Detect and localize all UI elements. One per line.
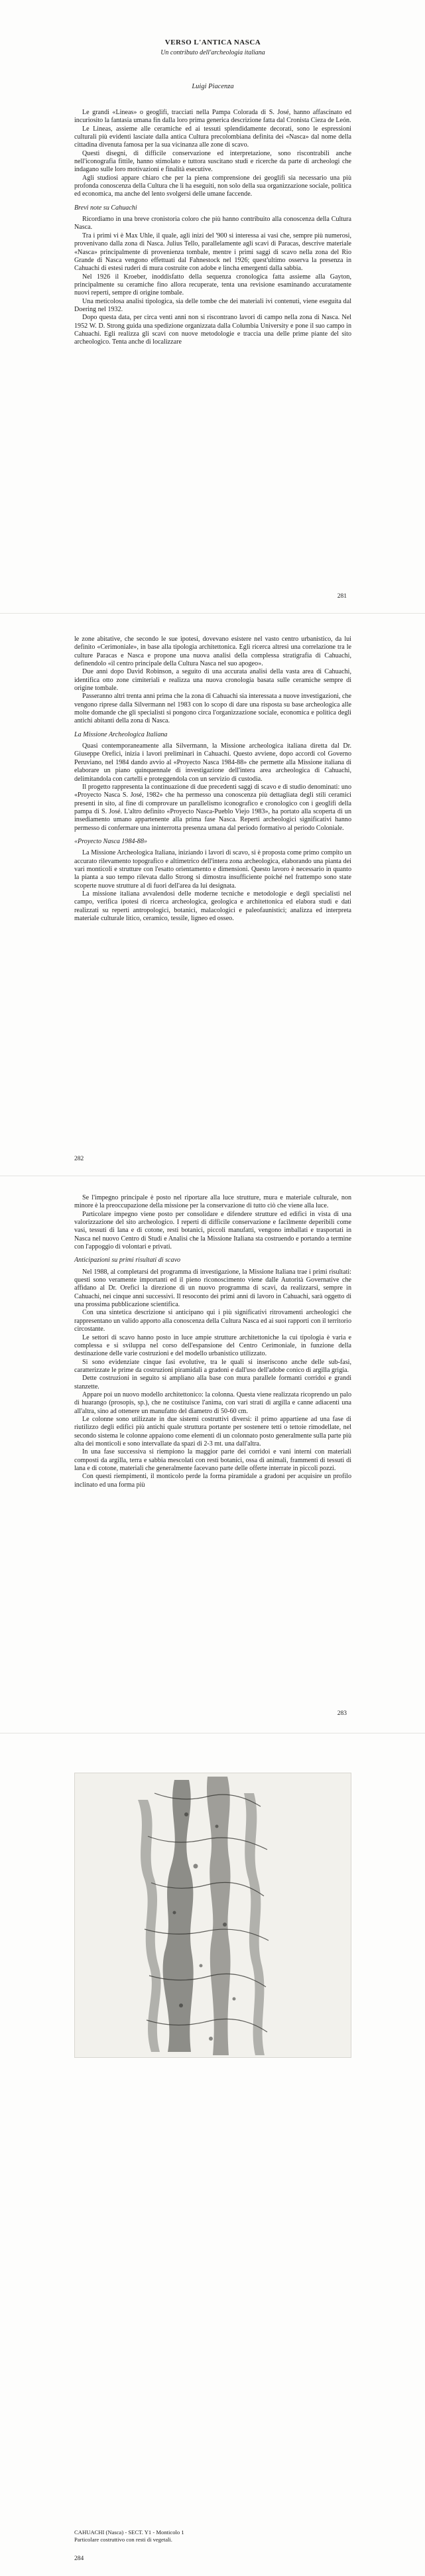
paragraph: Il progetto rappresenta la continuazione di due precedenti saggi di scavo e di studio denominati: uno «Proyecto Nasca S. José, 1982» che ha permesso una conoscenza più dettagliata degli stili ceramici presenti in sito, al fine di comprovare un parallelismo iconografico e cronologico con i geoglifi della pampa di S. José. L'altro definito «Proyecto Nasca-Pueblo Viejo 1983», ha portato alla scoperta di un insediamento umano appartenente alla prima fase Nasca. Reperti archeologici significativi hanno permesso di confermare una ininterrotta presenza umana dal periodo formativo al periodo Coloniale. bbox=[74, 783, 351, 832]
paragraph: Una meticolosa analisi tipologica, sia delle tombe che dei materiali ivi contenuti, viene eseguita dal Doering nel 1932. bbox=[74, 297, 351, 313]
figure-photo bbox=[74, 1773, 351, 2058]
paragraph: Le settori di scavo hanno posto in luce ampie strutture architettoniche la cui tipologia è varia e complessa e si sviluppa nel corso dell'espansione del Centro Cerimoniale, in funzione della destinazione delle varie costruzioni e del modello urbanistico utilizzato. bbox=[74, 1333, 351, 1358]
page-282 bbox=[0, 636, 425, 923]
article-subtitle: Un contributo dell'archeologia italiana bbox=[160, 49, 265, 56]
paragraph: Due anni dopo David Robinson, a seguito di una accurata analisi della vasta area di Cahuachi, identifica otto zone cimiteriali e realizza una nuova cronologia basata sulle ceramiche sempre di origine tombale. bbox=[74, 668, 351, 693]
article-author: Luigi Piacenza bbox=[192, 83, 234, 90]
paragraph: Le grandi «Lineas» o geoglifi, tracciati nella Pampa Colorada di S. José, hanno affascinato ed incuriosito la fantasia umana fin dalla loro prima generica descrizione fatta dal Cronista Cieza de León. bbox=[74, 109, 351, 125]
paragraph: Con questi riempimenti, il monticolo perde la forma piramidale a gradoni per acquisire un profilo inclinato ed una forma più bbox=[74, 1473, 351, 1489]
article-title: VERSO L'ANTICA NASCA bbox=[164, 38, 261, 46]
page-number: 284 bbox=[74, 2555, 84, 2562]
section-heading: Anticipazioni su primi risultati di scavo bbox=[74, 1256, 181, 1264]
section-heading: «Proyecto Nasca 1984-88» bbox=[74, 837, 148, 845]
page-281 bbox=[0, 38, 425, 347]
figure-caption bbox=[74, 2529, 351, 2543]
paragraph: Quasi contemporaneamente alla Silvermann, la Missione archeologica italiana diretta dal Dr. Giuseppe Orefici, inizia i lavori preliminari in Cahuachi. Questo avviene, dopo accordi col Governo Peruviano, nel 1984 dando avvio al «Proyecto Nasca 1984-88» che permette alla Missione italiana di elaborare un piano quinquennale di investigazione dell'intera area archeologica di Cahuachi, delimitandola con cartelli e proteggendola con un servizio di custodia. bbox=[74, 742, 351, 783]
section-heading: Brevi note su Cahuachi bbox=[74, 204, 137, 212]
caption-text: Particolare costruttivo con resti di vegetali. bbox=[74, 2536, 172, 2543]
paragraph: Ricordiamo in una breve cronistoria coloro che più hanno contribuito alla conoscenza della Cultura Nasca. bbox=[74, 216, 351, 232]
excavation-photo-illustration bbox=[75, 1773, 351, 2058]
paragraph: Se l'impegno principale è posto nel riportare alla luce strutture, mura e materiale culturale, non minore è la preoccupazione della missione per la conservazione di tutto ciò che viene alla luce. bbox=[74, 1194, 351, 1210]
page-number: 281 bbox=[337, 593, 347, 600]
paragraph: Si sono evidenziate cinque fasi evolutive, tra le quali si inseriscono anche delle sub-fasi, caratterizzate le prime da costruzioni piramidali a gradoni e dall'uso dell'adobe conico di argilla grigia. bbox=[74, 1358, 351, 1374]
paragraph: Le colonne sono utilizzate in due sistemi costruttivi diversi: il primo appartiene ad una fase di riutilizzo degli edifici più antichi quale struttura portante per sostenere tetti o tettoie rimodellate, nel secondo sistema le colonne appaiono come elementi di un colonnato posto generalmente sulla parte più alta dei monticoli e sono intervallate da spazi di 2-3 mt. una dall'altra. bbox=[74, 1415, 351, 1448]
paragraph: In una fase successiva si riempiono la maggior parte dei corridoi e vani interni con materiali composti da argilla, terra e sabbia mescolati con resti botanici, ossa di animali, frammenti di tessuti di lana e di cotone, materiali che generalmente facevano parte delle offerte interrate in piccoli pozzi. bbox=[74, 1448, 351, 1472]
caption-title: CAHUACHI (Nasca) - SECT. Y1 - Monticolo 1 bbox=[74, 2529, 184, 2536]
section-heading: La Missione Archeologica Italiana bbox=[74, 730, 168, 738]
paragraph: Appare poi un nuovo modello architettonico: la colonna. Questa viene realizzata ricoprendo un palo di huarango (prosopis, sp.), che ne costituisce l'anima, con vari strati di argilla e canne adiacenti una all'altra, sino ad ottenere un manufatto del diametro di 50-60 cm. bbox=[74, 1390, 351, 1415]
paragraph: Questi disegni, di difficile conservazione ed interpretazione, sono riscontrabili anche nell'iconografia fittile, hanno stimolato e tuttora suscitano studi e ricerche da parte di archeologi che indagano sulle loro motivazioni e finalità esecutive. bbox=[74, 149, 351, 174]
page-number: 282 bbox=[74, 1156, 84, 1162]
paragraph: Particolare impegno viene posto per consolidare e difendere strutture ed edifici in vista di una valorizzazione del sito archeologico. I reperti di difficile conservazione e facilmente deperibili come vasi, tessuti di lana e di cotone, resti botanici, piccoli manufatti, vengono imballati e trasportati in Nasca nel nuovo Centro di Studi e Analisi che la Missione Italiana sta costruendo e portando a termine con l'appoggio di volontari e privati. bbox=[74, 1210, 351, 1251]
paragraph: Dopo questa data, per circa venti anni non si riscontrano lavori di campo nella zona di Nasca. Nel 1952 W. D. Strong guida una spedizione organizzata dalla Columbia University e pone il suo campo in Cahuachi. Egli realizza gli scavi con nuove metodologie e traccia una delle prime piante del sito archeologico. Tenta anche di localizzare bbox=[74, 314, 351, 346]
paragraph: Le Lineas, assieme alle ceramiche ed ai tessuti splendidamente decorati, sono le espressioni culturali più evidenti lasciate dalla antica Cultura precolombiana definita dei «Nasca» dal nome della cittadina divenuta famosa per la sua vicinanza alle zone di scavo. bbox=[74, 125, 351, 149]
page-separator bbox=[0, 613, 425, 614]
paragraph: La Missione Archeologica Italiana, iniziando i lavori di scavo, si è proposta come primo compito un accurato rilevamento topografico e altimetrico dell'intera zona archeologica, elaborando una pianta dei vari monticoli e strutture con l'esatto orientamento e dimensioni. Questo lavoro è necessario in quanto la pianta a suo tempo rilevata dallo Strong si dimostra insufficiente poiché nel frattempo sono state scoperte nuove strutture al di fuori dell'area da lui designata. bbox=[74, 849, 351, 890]
paragraph: Dette costruzioni in seguito si ampliano alla base con mura parallele formanti corridoi e grandi stanzette. bbox=[74, 1375, 351, 1390]
page-283 bbox=[0, 1194, 425, 1489]
paragraph: Nel 1926 il Kroeber, inoddisfatto della sequenza cronologica fatta assieme alla Gayton, principalmente su ceramiche fino allora recuperate, tenta una revisione esaminando accuratamente nuovi reperti, sempre di origine tombale. bbox=[74, 273, 351, 297]
paragraph: Nel 1988, al completarsi del programma di investigazione, la Missione Italiana trae i primi risultati: questi sono veramente importanti ed il pieno riconoscimento viene dalle Autorità Governative che affidano al Dr. Orefici la direzione di un nuovo programma di scavi, da realizzarsi, sempre in Cahuachi, nei cinque anni successivi. Il resoconto dei primi anni di lavoro in Cahuachi, sarà oggetto di una prossima pubblicazione scientifica. bbox=[74, 1268, 351, 1309]
paragraph: le zone abitative, che secondo le sue ipotesi, dovevano esistere nel vasto centro urbanistico, da lui definito «Cerimoniale», in base alla tipologia architettonica. Egli ricerca altresì una correlazione tra le culture Paracas e Nasca e propone una nuova analisi della complessa stratigrafia di Cahuachi, definendolo «il centro principale della Cultura Nasca nel suo apogeo». bbox=[74, 636, 351, 668]
paragraph: Passeranno altri trenta anni prima che la zona di Cahuachi sia interessata a nuove investigazioni, che vengono riprese dalla Silvermann nel 1983 con lo scopo di dare una risposta su base archeologica alle molte domande che gli specialisti si pongono circa l'organizzazione sociale, economica e politica degli antichi abitanti della zona di Nasca. bbox=[74, 693, 351, 725]
paragraph: Tra i primi vi è Max Uhle, il quale, agli inizi del '900 si interessa ai vasi che, sempre più numerosi, provenivano dalla zona di Nasca. Julius Tello, parallelamente agli scavi di Paracas, descrive materiale «Nasca» principalmente di provenienza tombale, mentre i primi saggi di scavo nella zona del Rio Grande di Nasca vengono effettuati dal Fahnestock nel 1926; quest'ultimo osserva la presenza in Cahuachi di estesi ruderi di mura costruite con adobe e lincha emergenti dalla sabbia. bbox=[74, 232, 351, 273]
paragraph: Agli studiosi appare chiaro che per la piena comprensione dei geoglifi sia necessario una più profonda conoscenza della Cultura che li ha eseguiti, non solo della sua organizzazione sociale, politica ed economica, ma anche del lento svolgersi delle umane faccende. bbox=[74, 174, 351, 198]
page-number: 283 bbox=[337, 1710, 347, 1717]
paragraph: Con una sintetica descrizione si anticipano qui i più significativi ritrovamenti archeologici che rappresentano un valido apporto alla conoscenza della Cultura Nasca ed ai suoi rapporti con il territorio circostante. bbox=[74, 1309, 351, 1333]
paragraph: La missione italiana avvalendosi delle moderne tecniche e metodologie e degli specialisti nel campo, verifica ipotesi di ricerca archeologica, geologica e architettonica ed elabora studi e dati realizzati su reperti antropologici, botanici, malacologici e paleofaunistici; analizza ed interpreta materiale culturale litico, ceramico, tessile, ligneo ed osseo. bbox=[74, 890, 351, 922]
